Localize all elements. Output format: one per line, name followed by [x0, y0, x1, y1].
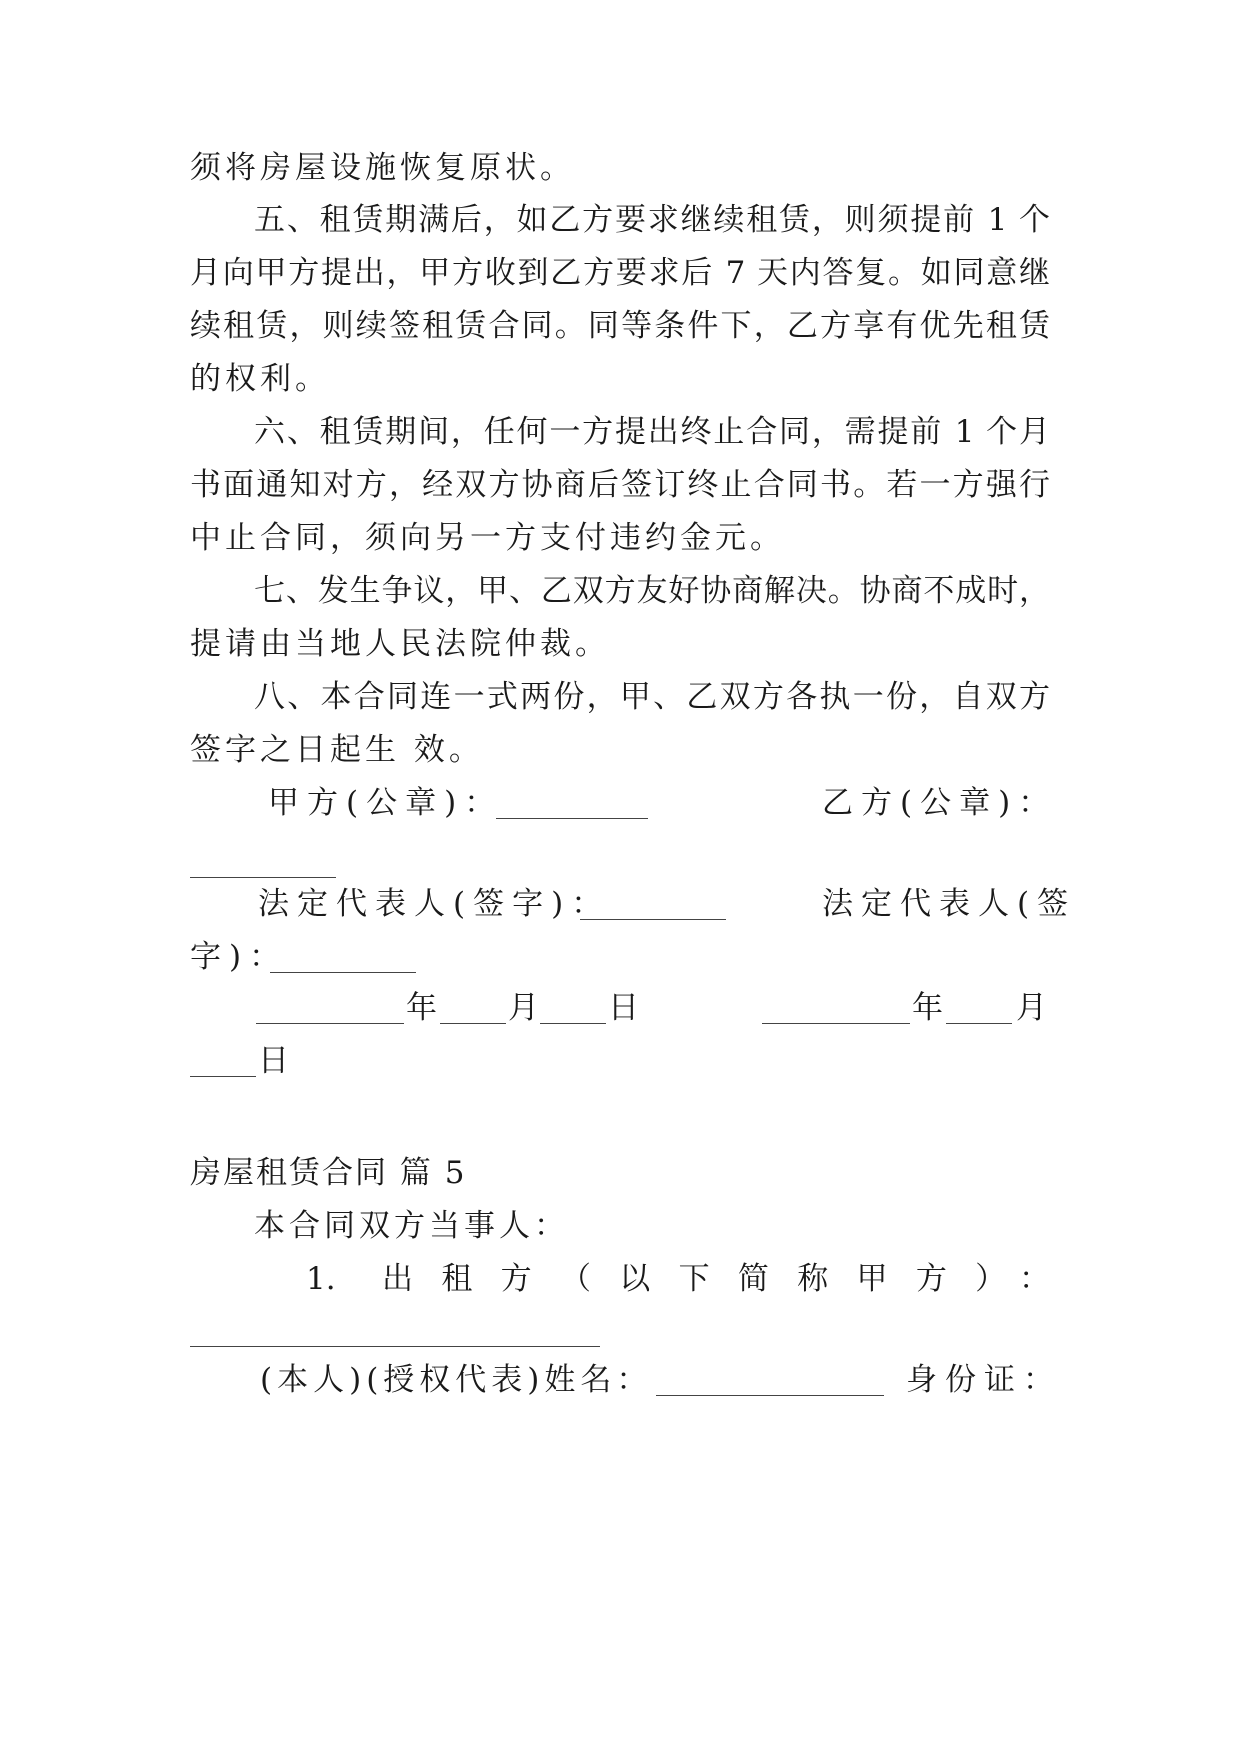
party-a-seal-label: 甲方(公章)：	[268, 785, 504, 821]
item-number: 1.	[306, 1261, 336, 1297]
clause-5-line: 五、租赁期满后，如乙方要求继续租赁，则须提前 1 个	[254, 202, 1050, 238]
paragraph-line: 提请由当地人民法院仲裁。	[190, 626, 610, 662]
party-a-seal-blank[interactable]	[496, 792, 648, 819]
party-b-seal-label: 乙方(公章)：	[822, 785, 1058, 821]
clause-7-line: 七、发生争议，甲、乙双方友好协商解决。协商不成时，	[254, 573, 1050, 609]
clause-6-line: 六、租赁期间，任何一方提出终止合同，需提前 1 个月	[254, 414, 1050, 450]
party-b-day-blank[interactable]	[190, 1050, 256, 1077]
month-label: 月	[1016, 990, 1047, 1026]
lessor-label: 出租方（以下简称甲方）：	[382, 1261, 1050, 1297]
party-b-month-blank[interactable]	[946, 997, 1012, 1024]
rep-b-blank[interactable]	[270, 946, 416, 973]
party-b-year-blank[interactable]	[762, 997, 910, 1024]
party-a-month-blank[interactable]	[440, 997, 506, 1024]
year-label: 年	[406, 990, 437, 1026]
rep-b-label-cont: 字)：	[190, 939, 289, 975]
section-title: 房屋租赁合同 篇 5	[190, 1155, 467, 1191]
paragraph-line: 须将房屋设施恢复原状。	[190, 150, 575, 186]
rep-a-blank[interactable]	[580, 893, 726, 920]
lessor-blank[interactable]	[190, 1320, 600, 1347]
rep-b-label: 法定代表人(签	[822, 886, 1077, 922]
id-label: 身份证：	[906, 1362, 1062, 1398]
name-blank[interactable]	[656, 1369, 884, 1396]
party-b-seal-blank[interactable]	[190, 851, 336, 878]
paragraph-line: 的权利。	[190, 361, 330, 397]
month-label: 月	[508, 990, 539, 1026]
paragraph-line: 中止合同，须向另一方支付违约金元。	[190, 520, 785, 556]
parties-intro: 本合同双方当事人：	[254, 1208, 569, 1244]
paragraph-line: 月向甲方提出，甲方收到乙方要求后 7 天内答复。如同意继	[190, 255, 1050, 291]
year-label: 年	[912, 990, 943, 1026]
name-label: (本人)(授权代表)姓名：	[260, 1362, 653, 1398]
paragraph-line: 签字之日起生 效。	[190, 732, 484, 768]
rep-a-label: 法定代表人(签字)：	[258, 886, 611, 922]
clause-8-line: 八、本合同连一式两份，甲、乙双方各执一份，自双方	[254, 679, 1050, 715]
paragraph-line: 书面通知对方，经双方协商后签订终止合同书。若一方强行	[190, 467, 1050, 503]
paragraph-line: 续租赁，则续签租赁合同。同等条件下，乙方享有优先租赁	[190, 308, 1050, 344]
party-a-year-blank[interactable]	[256, 997, 404, 1024]
day-label: 日	[258, 1043, 289, 1079]
party-a-day-blank[interactable]	[540, 997, 606, 1024]
day-label: 日	[608, 990, 639, 1026]
